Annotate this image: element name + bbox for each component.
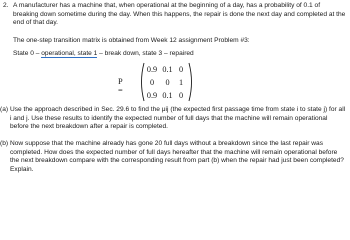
matrix-cell: 0.1 — [162, 65, 173, 74]
part-a — [0, 106, 346, 132]
states-prefix: State 0 – — [13, 50, 42, 57]
part-a-label: (a) — [0, 106, 9, 113]
matrix-intro: The one-step transition matrix is obtained from Week 12 assignment Problem #3: — [13, 37, 250, 44]
problem-statement: A manufacturer has a machine that, when operational at the beginning of a day, has a probability of 0.1 of breaking down sometime during the day. When this happens, the repair is done the next day and completed at the end of that day. — [13, 2, 346, 27]
matrix-cell: 1 — [178, 78, 184, 87]
part-b-text: Now suppose that the machine already has gone 20 full days without a breakdown since the last repair was completed. How does the expected number of full days hereafter that the machine will remain operational before the next breakdown compare with the corresponding result from part (b) when the repair had just been completed? Explain. — [10, 140, 344, 173]
states-rest: – break down, state 3 – repaired — [97, 50, 194, 57]
matrix-cell: 0 — [165, 78, 170, 87]
matrix-cell: 0.9 — [146, 65, 158, 74]
problem-2 — [3, 2, 347, 28]
matrix-cell: 0.9 — [146, 91, 158, 100]
part-a-text: Use the approach described in Sec. 29.6 to find the μij (the expected first passage time from state i to state j) for all i and j. Use these results to identify the expected number of full days that the machine will remain operational before the next breakdown after a repair is completed. — [10, 106, 346, 131]
part-b-label: (b) — [0, 140, 9, 147]
states-operational: operational, state 1 — [41, 50, 98, 57]
matrix-cell: 0.1 — [162, 91, 173, 100]
matrix-cell: 0 — [178, 91, 184, 100]
right-paren-icon — [188, 62, 194, 102]
states-line — [13, 50, 194, 59]
problem-number: 2. — [3, 2, 9, 9]
matrix-cell: 0 — [178, 65, 184, 74]
matrix-cell: 0 — [149, 78, 155, 87]
part-b — [0, 140, 346, 174]
matrix-label: P = — [118, 77, 123, 95]
matrix-grid — [144, 63, 187, 102]
